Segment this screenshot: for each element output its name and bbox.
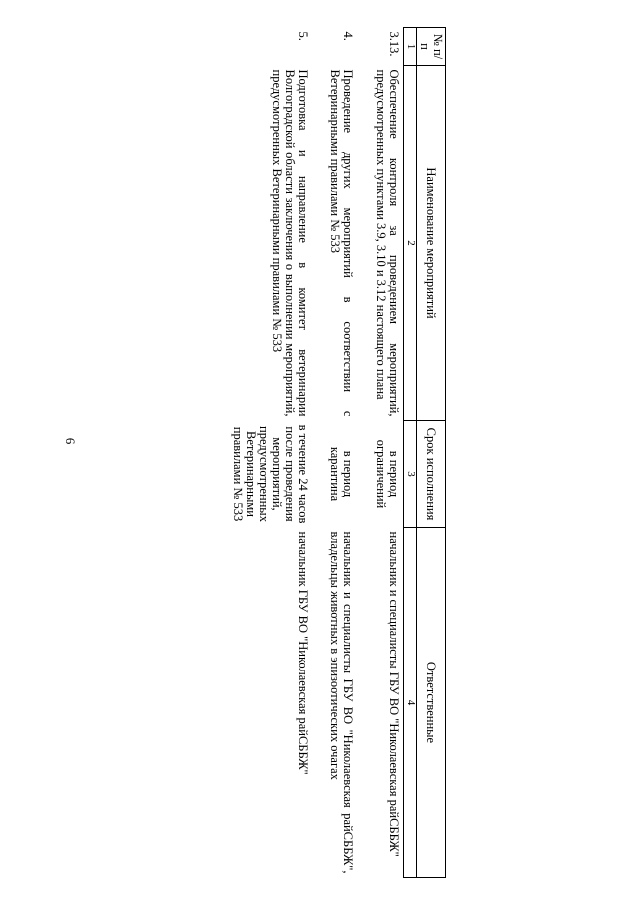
- measure-name: Подготовка и направление в комитет ветеринарии Волгоградской области заключения о выполнении мероприятий, предусмотренных Ветеринарными правилами № 533: [270, 69, 311, 417]
- measure-name: Проведение других мероприятий в соответствии с Ветеринарными правилами № 533: [328, 69, 356, 417]
- header-responsible: Ответственные: [416, 528, 445, 878]
- table-header-row: [416, 28, 445, 878]
- column-number: 1: [403, 28, 416, 66]
- rotated-page-content: [194, 27, 446, 877]
- measure-responsible: начальник и специалисты ГБУ ВО "Николаевская райСББЖ": [386, 531, 401, 857]
- column-number-row: [403, 28, 416, 878]
- header-number: № п/п: [416, 28, 445, 66]
- column-number: 4: [403, 528, 416, 878]
- measure-responsible: начальник и специалисты ГБУ ВО "Николаевская райСББЖ", владельцы животных в эпизоотических очагах: [328, 531, 356, 874]
- row-number: 4.: [341, 31, 356, 41]
- column-number: 2: [403, 66, 416, 421]
- header-name: Наименование мероприятий: [416, 66, 445, 421]
- measures-table: [194, 27, 446, 878]
- measure-term: в течение 24 часов после проведения мероприятий, предусмотренных Ветеринарными правилами № 533: [230, 424, 311, 524]
- table-row: [194, 28, 312, 878]
- column-number: 3: [403, 421, 416, 528]
- measure-name: Обеспечение контроля за проведением мероприятий, предусмотренных пунктами 3.9, 3.10 и 3.12 настоящего плана: [373, 69, 401, 417]
- row-number: 5.: [296, 31, 311, 41]
- page-number: 6: [63, 437, 78, 445]
- row-number: 3.13.: [386, 31, 401, 57]
- measure-term: в период ограничений: [373, 439, 401, 509]
- header-term: Срок исполнения: [416, 421, 445, 528]
- measure-responsible: начальник ГБУ ВО "Николаевская райСББЖ": [296, 531, 311, 775]
- table-row: [358, 28, 404, 878]
- measure-term: в период карантина: [328, 446, 356, 502]
- table-row: [312, 28, 357, 878]
